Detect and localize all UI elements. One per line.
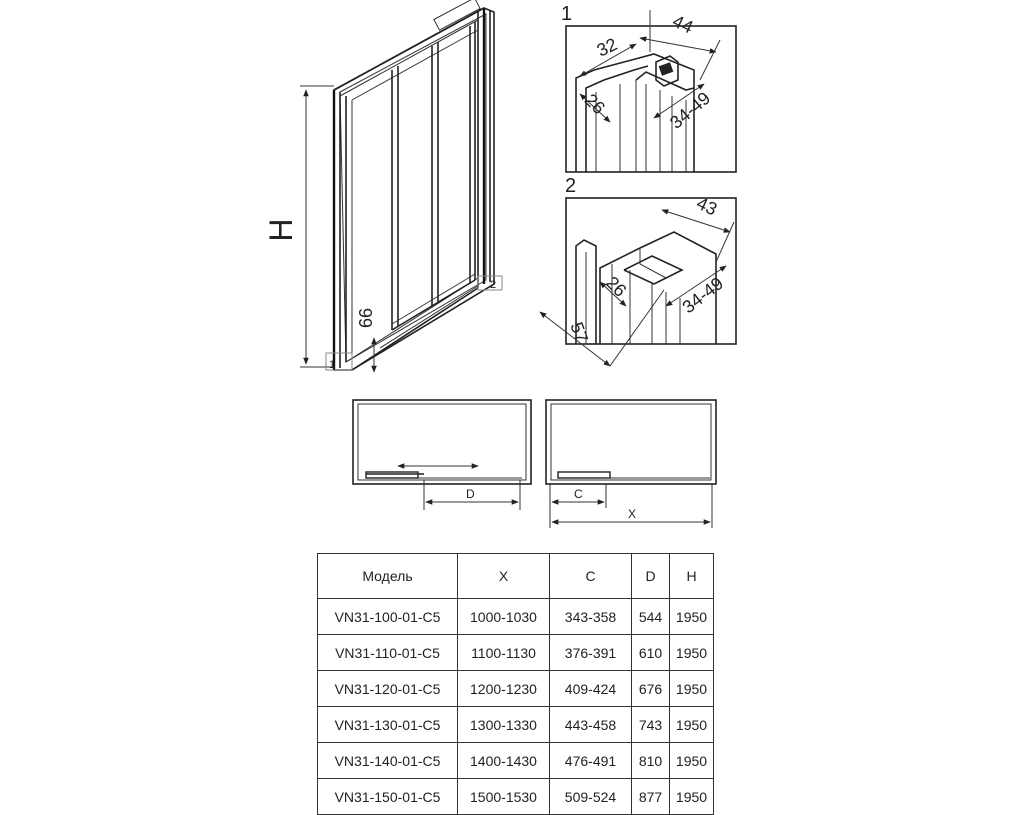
table-row: [318, 779, 714, 815]
cell-c: 443-458: [550, 707, 632, 743]
cell-d: 544: [632, 599, 670, 635]
detail-1-dim-d: 34-49: [665, 87, 715, 133]
detail-1-profile: [561, 3, 736, 172]
detail-1-dim-b: 44: [669, 10, 697, 38]
cell-c: 343-358: [550, 599, 632, 635]
cell-h: 1950: [670, 599, 714, 635]
cell-c: 509-524: [550, 779, 632, 815]
detail-1-dim-c: 26: [580, 89, 609, 119]
cell-model: VN31-130-01-C5: [318, 707, 458, 743]
cell-x: 1400-1430: [458, 743, 550, 779]
cell-x: 1300-1330: [458, 707, 550, 743]
cell-model: VN31-140-01-C5: [318, 743, 458, 779]
base-height-label: 66: [356, 307, 376, 329]
detail-ref-1: 1: [329, 359, 336, 371]
detail-2-dim-a: 43: [693, 192, 721, 220]
cell-x: 1500-1530: [458, 779, 550, 815]
detail-1-dim-a: 32: [593, 34, 621, 61]
cell-model: VN31-150-01-C5: [318, 779, 458, 815]
header-model: Модель: [318, 554, 458, 599]
cell-h: 1950: [670, 671, 714, 707]
door-isometric-view: [263, 0, 502, 372]
detail-2-profile: [540, 175, 736, 366]
cell-c: 476-491: [550, 743, 632, 779]
closed-width-label: C: [574, 487, 583, 501]
cell-model: VN31-120-01-C5: [318, 671, 458, 707]
cell-h: 1950: [670, 707, 714, 743]
detail-1-title: 1: [561, 3, 573, 25]
cell-h: 1950: [670, 743, 714, 779]
cell-h: 1950: [670, 635, 714, 671]
open-width-label: D: [466, 487, 475, 501]
table-row: [318, 707, 714, 743]
header-d: D: [632, 554, 670, 599]
cell-d: 743: [632, 707, 670, 743]
table-row: [318, 671, 714, 707]
detail-ref-2: 2: [490, 279, 497, 291]
height-label: H: [263, 218, 299, 242]
cell-d: 610: [632, 635, 670, 671]
cell-d: 877: [632, 779, 670, 815]
header-c: C: [550, 554, 632, 599]
header-x: X: [458, 554, 550, 599]
cell-x: 1200-1230: [458, 671, 550, 707]
total-width-label: X: [628, 507, 637, 521]
table-row: [318, 599, 714, 635]
table-row: [318, 743, 714, 779]
cell-h: 1950: [670, 779, 714, 815]
plan-view-open: [353, 400, 531, 510]
cell-model: VN31-100-01-C5: [318, 599, 458, 635]
detail-2-dim-d: 34-49: [678, 273, 728, 318]
table-header-row: [318, 554, 714, 599]
cell-d: 676: [632, 671, 670, 707]
cell-d: 810: [632, 743, 670, 779]
cell-model: VN31-110-01-C5: [318, 635, 458, 671]
cell-x: 1100-1130: [458, 635, 550, 671]
detail-2-dim-c: 26: [602, 272, 631, 301]
model-spec-table: [317, 553, 714, 815]
cell-c: 409-424: [550, 671, 632, 707]
table-row: [318, 635, 714, 671]
detail-2-title: 2: [565, 175, 577, 197]
header-h: H: [670, 554, 714, 599]
cell-c: 376-391: [550, 635, 632, 671]
detail-2-dim-e: 57: [566, 319, 592, 346]
plan-view-closed: [546, 400, 716, 528]
cell-x: 1000-1030: [458, 599, 550, 635]
